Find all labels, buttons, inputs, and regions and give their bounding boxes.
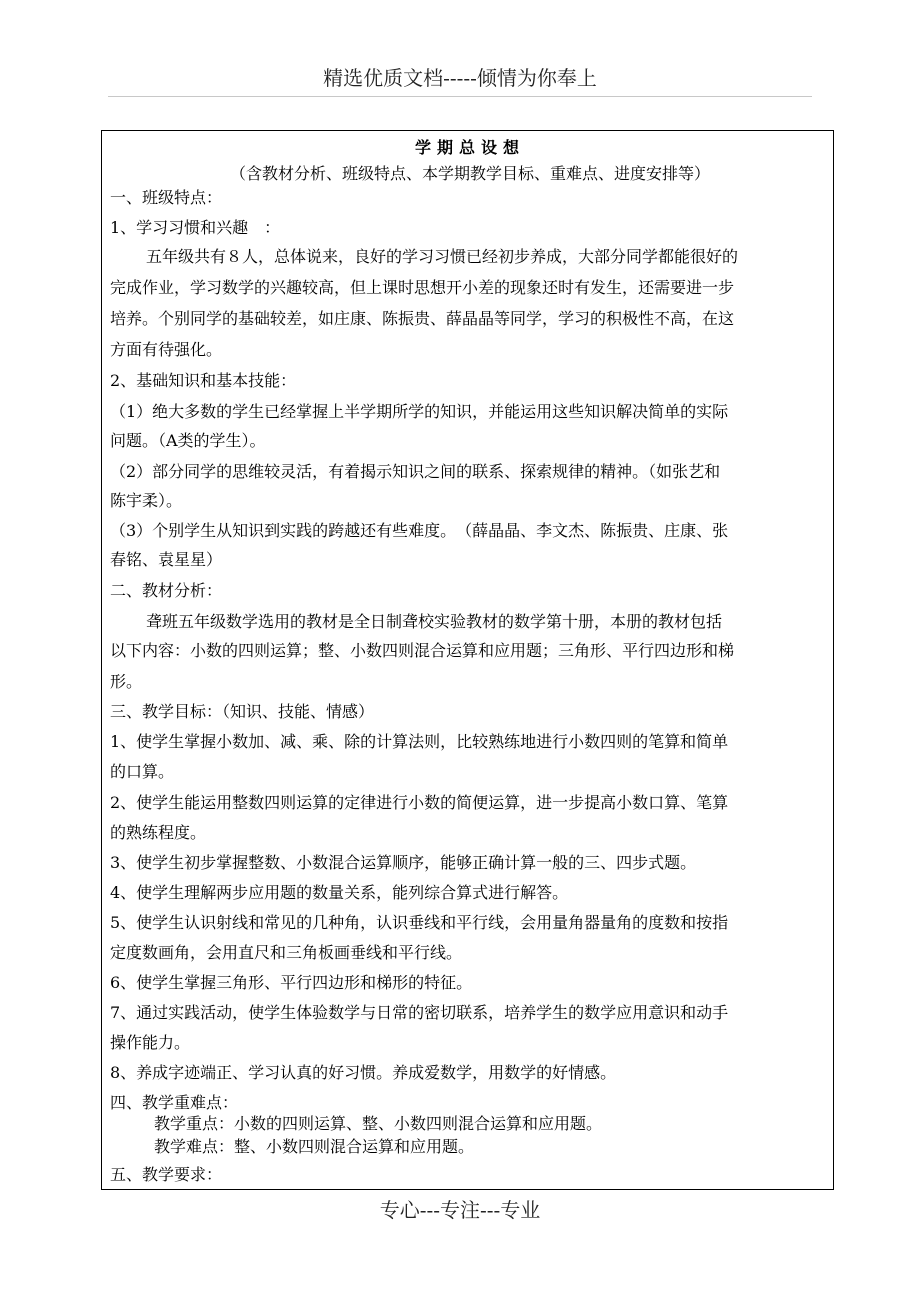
paragraph-line: 定度数画角，会用直尺和三角板画垂线和平行线。 (110, 943, 463, 962)
paragraph-line: 春铭、袁星星） (110, 550, 223, 569)
paragraph-line: 以下内容：小数的四则运算；整、小数四则混合运算和应用题；三角形、平行四边形和梯 (110, 641, 735, 660)
paragraph-line: 4、使学生理解两步应用题的数量关系，能列综合算式进行解答。 (110, 883, 569, 902)
subheading-habits: 1、学习习惯和兴趣 ： (110, 218, 281, 237)
paragraph-line: 8、养成字迹端正、学习认真的好习惯。养成爱数学，用数学的好情感。 (110, 1063, 617, 1082)
paragraph-line: 完成作业，学习数学的兴趣较高，但上课时思想开小差的现象还时有发生，还需要进一步 (110, 278, 735, 297)
paragraph-line: 3、使学生初步掌握整数、小数混合运算顺序，能够正确计算一般的三、四步式题。 (110, 853, 697, 872)
page-header: 精选优质文档-----倾情为你奉上 (323, 66, 597, 90)
page-footer: 专心---专注---专业 (379, 1198, 541, 1222)
section-heading-requirements: 五、教学要求： (110, 1165, 223, 1184)
paragraph-line: （1）绝大多数的学生已经掌握上半学期所学的知识，并能运用这些知识解决简单的实际 (110, 402, 729, 421)
section-heading-materials: 二、教材分析： (110, 581, 223, 600)
paragraph-line: 方面有待强化。 (110, 340, 223, 359)
section-heading-class-features: 一、班级特点： (110, 188, 223, 207)
paragraph-line: 7、通过实践活动，使学生体验数学与日常的密切联系，培养学生的数学应用意识和动手 (110, 1003, 729, 1022)
paragraph-line: 操作能力。 (110, 1033, 191, 1052)
paragraph-line: 5、使学生认识射线和常见的几种角，认识垂线和平行线，会用量角器量角的度数和按指 (110, 913, 729, 932)
header-divider (108, 96, 812, 97)
paragraph-line: 6、使学生掌握三角形、平行四边形和梯形的特征。 (110, 973, 473, 992)
section-heading-goals: 三、教学目标：（知识、技能、情感） (110, 702, 375, 721)
document-subtitle: （含教材分析、班级特点、本学期教学目标、重难点、进度安排等） (229, 164, 710, 183)
paragraph-line: （2）部分同学的思维较灵活，有着揭示知识之间的联系、探索规律的精神。（如张艺和 (110, 462, 721, 481)
paragraph-line: 五年级共有８人，总体说来，良好的学习习惯已经初步养成，大部分同学都能很好的 (146, 247, 739, 266)
document-frame (101, 130, 834, 1190)
paragraph-line: 问题。（A类的学生）。 (110, 431, 266, 450)
paragraph-line: 的熟练程度。 (110, 823, 207, 842)
paragraph-line: 教学难点：整、小数四则混合运算和应用题。 (154, 1137, 475, 1156)
paragraph-line: 2、使学生能运用整数四则运算的定律进行小数的简便运算，进一步提高小数口算、笔算 (110, 793, 729, 812)
paragraph-line: 教学重点：小数的四则运算、整、小数四则混合运算和应用题。 (154, 1114, 603, 1133)
paragraph-line: 的口算。 (110, 762, 175, 781)
paragraph-line: 陈宇柔）。 (110, 491, 183, 510)
paragraph-line: 培养。个别同学的基础较差，如庄康、陈振贵、薛晶晶等同学，学习的积极性不高，在这 (110, 309, 735, 328)
subheading-basic-skills: 2、基础知识和基本技能： (110, 371, 297, 390)
document-title: 学期总设想 (414, 138, 525, 157)
paragraph-line: 形。 (110, 672, 143, 691)
paragraph-line: 聋班五年级数学选用的教材是全日制聋校实验教材的数学第十册，本册的教材包括 (146, 612, 723, 631)
paragraph-line: （3）个别学生从知识到实践的跨越还有些难度。 （薛晶晶、李文杰、陈振贵、庄康、张 (110, 521, 729, 540)
section-heading-key-points: 四、教学重难点： (110, 1093, 239, 1112)
paragraph-line: 1、使学生掌握小数加、减、乘、除的计算法则，比较熟练地进行小数四则的笔算和简单 (110, 732, 729, 751)
